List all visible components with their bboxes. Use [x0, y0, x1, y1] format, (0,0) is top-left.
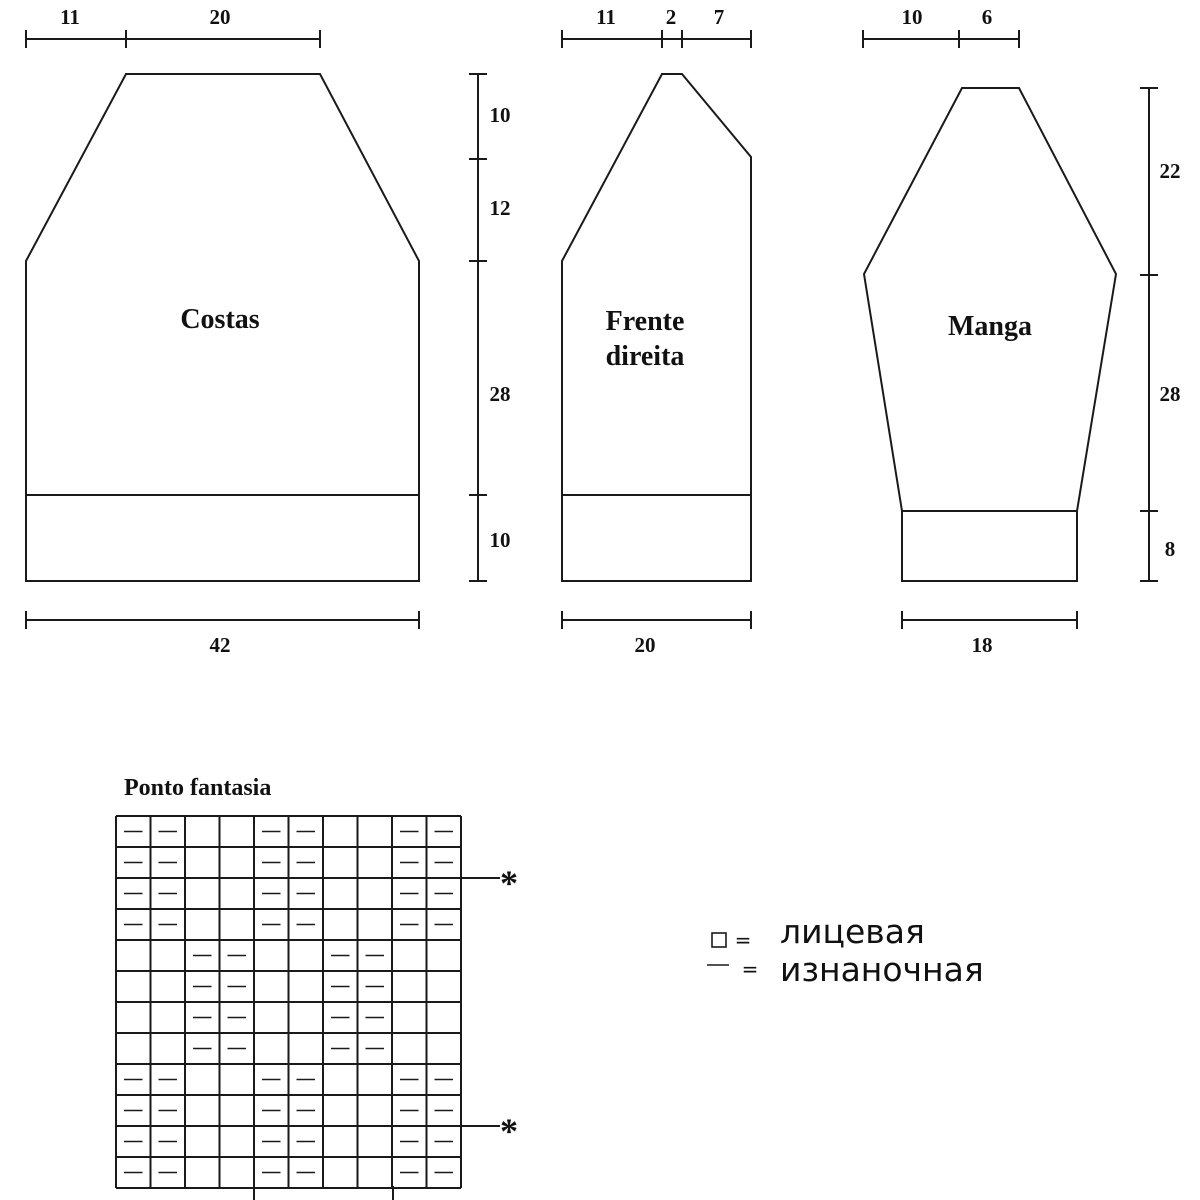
back-top-width-1: 11 — [60, 5, 80, 29]
back-top-dimension — [26, 5, 320, 48]
right-front-label-line2: direita — [605, 341, 685, 372]
knit-square-icon — [712, 933, 726, 947]
sleeve-top-width-1: 10 — [901, 5, 923, 29]
legend-knit-equals: = — [734, 928, 752, 952]
legend-purl-equals: = — [741, 957, 759, 981]
back-height-dimension — [469, 74, 511, 581]
sleeve-height-2: 28 — [1159, 382, 1181, 406]
sleeve-height-dimension — [1140, 88, 1181, 581]
back-bottom-width: 42 — [209, 633, 231, 657]
sleeve-height-3: 8 — [1164, 537, 1176, 561]
sleeve-bottom-width: 18 — [971, 633, 993, 657]
legend-purl-label: изнаночная — [780, 950, 984, 989]
right-front-piece — [562, 5, 751, 657]
back-bottom-dimension — [26, 611, 419, 657]
right-front-top-width-3: 7 — [713, 5, 725, 29]
sleeve-top-width-2: 6 — [981, 5, 993, 29]
sleeve-label: Manga — [948, 311, 1032, 342]
stitch-chart-grid — [116, 816, 461, 1188]
sleeve-bottom-dimension — [902, 611, 1077, 657]
legend-knit-row — [712, 912, 925, 952]
back-height-1: 10 — [489, 103, 511, 127]
right-front-top-width-1: 11 — [596, 5, 616, 29]
back-label: Costas — [180, 304, 260, 335]
legend — [707, 912, 984, 989]
right-front-top-width-2: 2 — [665, 5, 677, 29]
right-front-top-dimension — [562, 5, 751, 48]
back-height-2: 12 — [489, 196, 511, 220]
sleeve-height-1: 22 — [1159, 159, 1181, 183]
sleeve-piece — [863, 5, 1181, 657]
legend-knit-label: лицевая — [780, 912, 925, 951]
back-piece — [26, 5, 511, 657]
legend-purl-row — [707, 950, 984, 989]
back-top-width-2: 20 — [209, 5, 231, 29]
right-front-bottom-width: 20 — [634, 633, 656, 657]
row-marker-upper-asterisk: * — [500, 863, 518, 903]
row-marker-lower-asterisk: * — [500, 1111, 518, 1151]
back-height-4: 10 — [489, 528, 511, 552]
back-height-3: 28 — [489, 382, 511, 406]
row-marker-upper — [461, 863, 518, 903]
stitch-chart-title: Ponto fantasia — [124, 775, 272, 801]
right-front-bottom-dimension — [562, 611, 751, 657]
sleeve-top-dimension — [863, 5, 1019, 48]
row-marker-lower — [461, 1111, 518, 1151]
right-front-label-line1: Frente — [605, 306, 685, 337]
